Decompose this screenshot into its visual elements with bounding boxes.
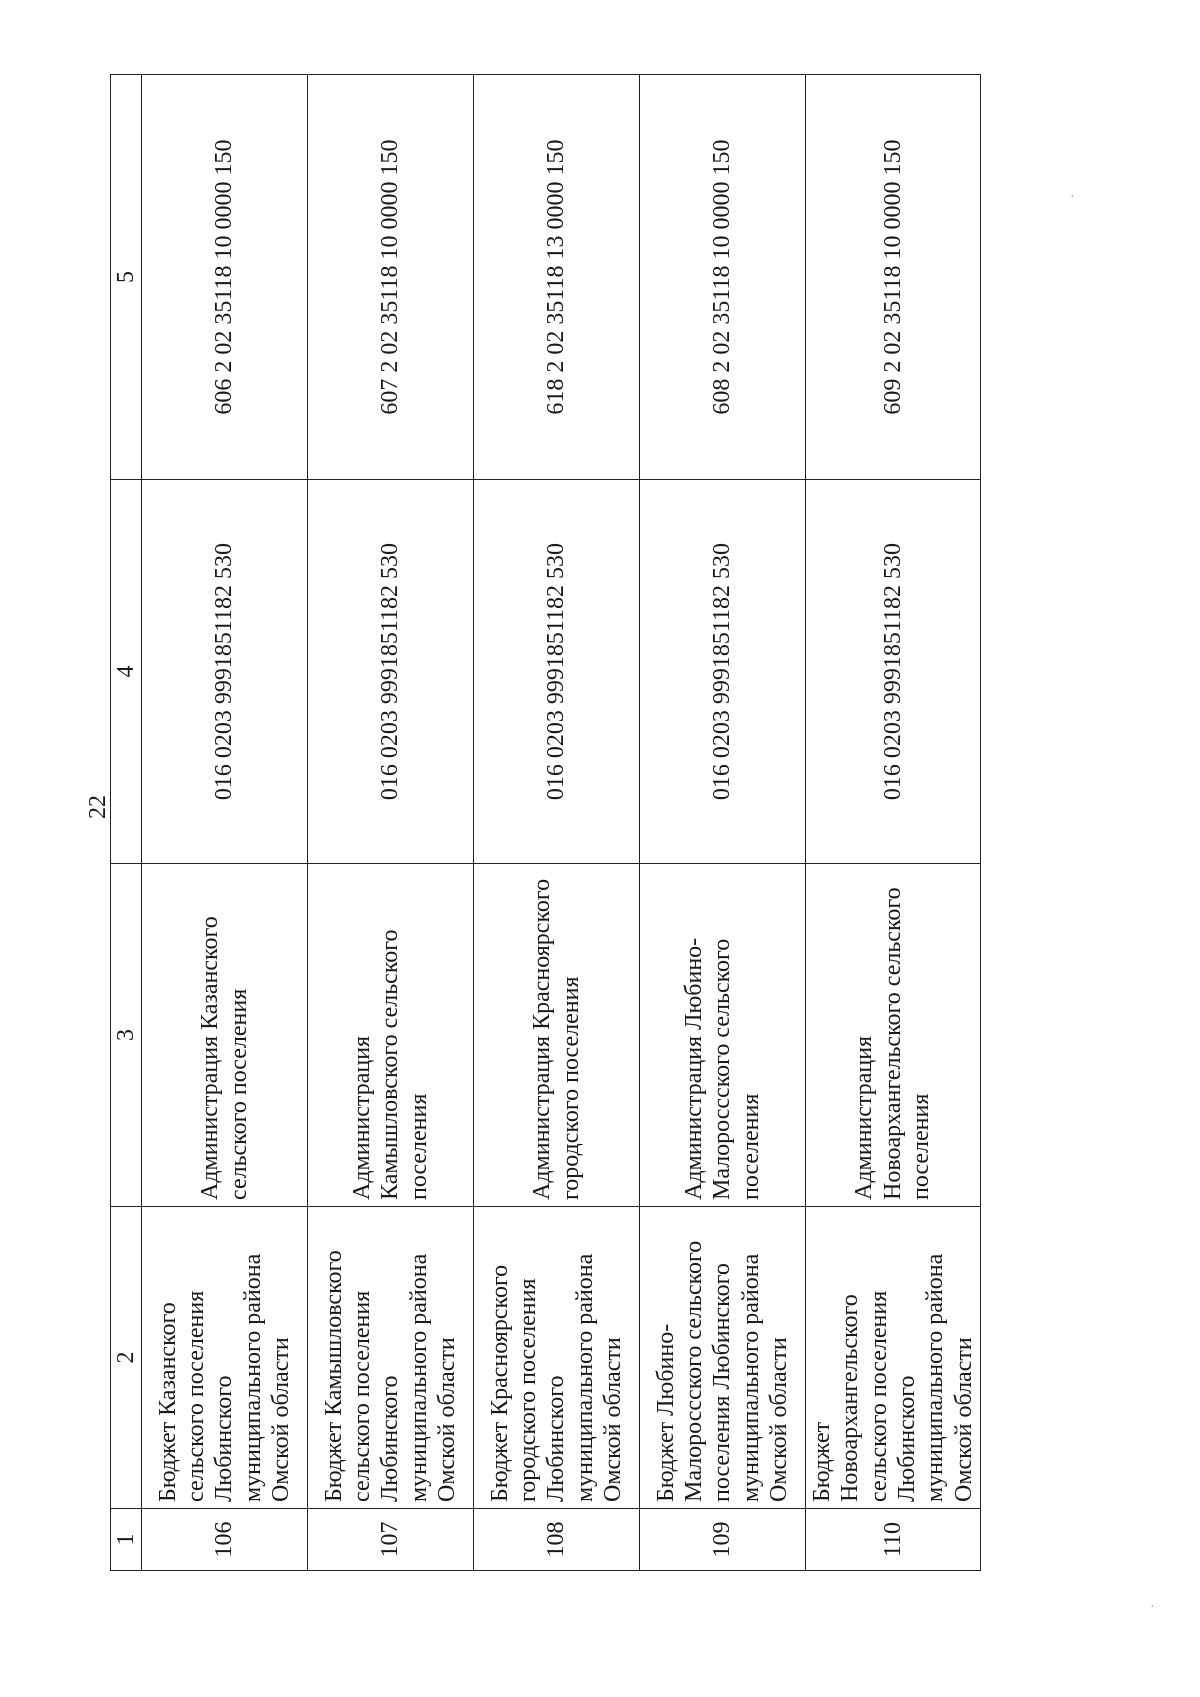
admin-cell: Администрация Казанского сельского поселения xyxy=(142,864,308,1207)
code2-cell: 606 2 02 35118 10 0000 150 xyxy=(142,75,308,480)
header-row xyxy=(111,75,142,1571)
code1-cell: 016 0203 9991851182 530 xyxy=(308,480,474,864)
table-row xyxy=(806,75,981,1571)
scan-speck: · xyxy=(1150,1600,1155,1615)
budget-cell: Бюджет Любино-Малороссского сельского поселения Любинского муниципального района Омской области xyxy=(640,1207,806,1509)
code2-cell: 618 2 02 35118 13 0000 150 xyxy=(474,75,640,480)
table-row xyxy=(474,75,640,1571)
table-row xyxy=(142,75,308,1571)
admin-cell: Администрация Камышловского сельского поселения xyxy=(308,864,474,1207)
header-col-5: 5 xyxy=(111,75,142,480)
header-col-1: 1 xyxy=(111,1509,142,1571)
row-number: 109 xyxy=(640,1509,806,1571)
budget-table xyxy=(110,74,981,1571)
budget-cell: Бюджет Казанского сельского поселения Любинского муниципального района Омской области xyxy=(142,1207,308,1509)
row-number: 110 xyxy=(806,1509,981,1571)
row-number: 108 xyxy=(474,1509,640,1571)
code1-cell: 016 0203 9991851182 530 xyxy=(142,480,308,864)
row-number: 106 xyxy=(142,1509,308,1571)
code2-cell: 609 2 02 35118 10 0000 150 xyxy=(806,75,981,480)
row-number: 107 xyxy=(308,1509,474,1571)
page-number: 22 xyxy=(85,795,111,819)
table-row xyxy=(308,75,474,1571)
admin-cell: Администрация Любино-Малороссского сельского поселения xyxy=(640,864,806,1207)
budget-cell: Бюджет Новоархангельского сельского поселения Любинского муниципального района Омской области xyxy=(806,1207,981,1509)
scan-speck: · xyxy=(1070,190,1075,205)
header-col-3: 3 xyxy=(111,864,142,1207)
code2-cell: 607 2 02 35118 10 0000 150 xyxy=(308,75,474,480)
table-row xyxy=(640,75,806,1571)
code1-cell: 016 0203 9991851182 530 xyxy=(806,480,981,864)
code2-cell: 608 2 02 35118 10 0000 150 xyxy=(640,75,806,480)
admin-cell: Администрация Красноярского городского поселения xyxy=(474,864,640,1207)
admin-cell: Администрация Новоархангельского сельского поселения xyxy=(806,864,981,1207)
code1-cell: 016 0203 9991851182 530 xyxy=(474,480,640,864)
budget-cell: Бюджет Камышловского сельского поселения Любинского муниципального района Омской области xyxy=(308,1207,474,1509)
code1-cell: 016 0203 9991851182 530 xyxy=(640,480,806,864)
header-col-2: 2 xyxy=(111,1207,142,1509)
budget-cell: Бюджет Красноярского городского поселения Любинского муниципального района Омской области xyxy=(474,1207,640,1509)
table-frame xyxy=(110,75,977,1571)
header-col-4: 4 xyxy=(111,480,142,864)
